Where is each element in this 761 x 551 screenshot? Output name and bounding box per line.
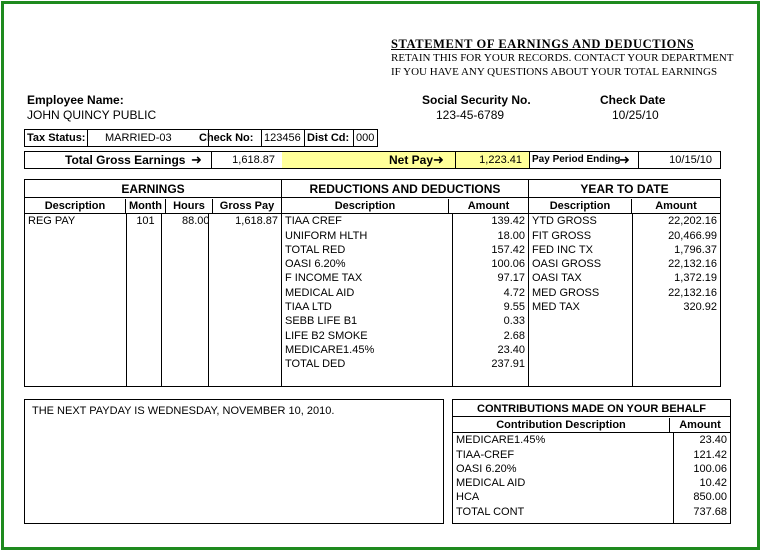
deductions-grid	[282, 199, 528, 372]
col-description: Description	[282, 199, 449, 214]
row-amount: 0.33	[503, 315, 525, 328]
col-amount: Amount	[670, 418, 731, 433]
col-description: Description	[529, 199, 632, 214]
table-row	[529, 257, 720, 271]
check-no-label: Check No:	[199, 132, 254, 144]
row-amount: 22,132.16	[668, 258, 717, 271]
earnings-title: EARNINGS	[121, 182, 185, 196]
row-amount: 23.40	[497, 343, 525, 356]
row-amount: 1,796.37	[674, 243, 717, 256]
row-description: MEDICAL AID	[456, 477, 526, 490]
tax-status-value: MARRIED-03	[105, 132, 172, 144]
row-amount: 237.91	[491, 358, 525, 371]
table-row	[282, 314, 528, 328]
row-amount: 9.55	[503, 301, 525, 314]
earning-month: 101	[136, 215, 155, 228]
row-amount: 97.17	[497, 272, 525, 285]
table-row	[453, 462, 730, 476]
row-description: YTD GROSS	[532, 215, 597, 228]
contributions-box	[452, 399, 731, 524]
col-gross-pay: Gross Pay	[212, 199, 281, 214]
row-amount: 23.40	[699, 434, 727, 447]
row-amount: 139.42	[491, 215, 525, 228]
tax-status-row	[24, 129, 378, 147]
row-amount: 737.68	[693, 505, 727, 518]
table-row	[282, 329, 528, 343]
ssn-value: 123-45-6789	[436, 108, 505, 122]
row-description: MEDICARE1.45%	[285, 343, 375, 356]
deductions-title: REDUCTIONS AND DEDUCTIONS	[309, 182, 501, 196]
row-description: OASI GROSS	[532, 258, 602, 271]
row-description: FIT GROSS	[532, 229, 592, 242]
pay-period-value: 10/15/10	[669, 154, 712, 166]
row-description: TOTAL DED	[285, 358, 346, 371]
instruction-line-1: RETAIN THIS FOR YOUR RECORDS. CONTACT YOUR DEPARTMENT	[391, 52, 734, 64]
check-no-value: 123456	[264, 132, 301, 144]
net-pay-value: 1,223.41	[479, 154, 522, 166]
table-row	[529, 286, 720, 300]
gross-earnings-label: Total Gross Earnings	[65, 153, 186, 167]
ytd-grid	[529, 199, 720, 314]
table-row	[453, 448, 730, 462]
table-row	[529, 229, 720, 243]
row-amount: 20,466.99	[668, 229, 717, 242]
row-description: MED GROSS	[532, 286, 600, 299]
table-row	[529, 271, 720, 285]
row-description: TIAA LTD	[285, 301, 332, 314]
contributions-title: CONTRIBUTIONS MADE ON YOUR BEHALF	[477, 403, 706, 415]
table-row	[529, 214, 720, 229]
table-row	[282, 214, 528, 229]
gross-earnings-value: 1,618.87	[232, 154, 275, 166]
col-contribution-description: Contribution Description	[453, 418, 670, 433]
pay-period-label: Pay Period Ending	[532, 154, 621, 165]
table-row	[282, 229, 528, 243]
payday-message: THE NEXT PAYDAY IS WEDNESDAY, NOVEMBER 10, 2010.	[32, 405, 335, 417]
table-row	[282, 357, 528, 371]
row-amount: 320.92	[683, 301, 717, 314]
row-description: OASI TAX	[532, 272, 582, 285]
row-amount: 2.68	[503, 329, 525, 342]
instruction-line-2: IF YOU HAVE ANY QUESTIONS ABOUT YOUR TOTAL EARNINGS	[391, 66, 718, 78]
statement-title: STATEMENT OF EARNINGS AND DEDUCTIONS	[391, 37, 695, 51]
table-row	[282, 286, 528, 300]
col-amount: Amount	[632, 199, 721, 214]
earnings-grid	[25, 199, 281, 229]
earning-hours: 88.00	[181, 215, 210, 228]
row-description: TOTAL RED	[285, 243, 346, 256]
row-description: MEDICARE1.45%	[456, 434, 546, 447]
right-arrow-icon: ➜	[433, 152, 444, 167]
row-amount: 850.00	[693, 491, 727, 504]
row-description: UNIFORM HLTH	[285, 229, 368, 242]
col-hours: Hours	[165, 199, 212, 214]
row-amount: 22,132.16	[668, 286, 717, 299]
right-arrow-icon: ➜	[619, 152, 630, 167]
row-description: TIAA-CREF	[456, 448, 515, 461]
table-row	[282, 257, 528, 271]
row-amount: 1,372.19	[674, 272, 717, 285]
table-row	[282, 243, 528, 257]
table-row	[282, 343, 528, 357]
table-row	[529, 243, 720, 257]
ssn-label: Social Security No.	[422, 93, 531, 107]
row-amount: 10.42	[699, 477, 727, 490]
row-description: TIAA CREF	[285, 215, 342, 228]
table-row	[453, 476, 730, 490]
right-arrow-icon: ➜	[191, 152, 202, 167]
row-description: SEBB LIFE B1	[285, 315, 358, 328]
earning-description: REG PAY	[28, 215, 76, 228]
employee-name: JOHN QUINCY PUBLIC	[27, 108, 157, 122]
table-row	[282, 271, 528, 285]
message-box	[24, 399, 444, 524]
row-description: LIFE B2 SMOKE	[285, 329, 368, 342]
row-amount: 18.00	[497, 229, 525, 242]
row-description: TOTAL CONT	[456, 505, 525, 518]
summary-row	[24, 151, 721, 169]
earnings-deductions-table	[24, 179, 721, 387]
row-description: MEDICAL AID	[285, 286, 355, 299]
row-amount: 4.72	[503, 286, 525, 299]
row-description: HCA	[456, 491, 480, 504]
net-pay-label: Net Pay	[389, 153, 434, 167]
table-row	[25, 214, 281, 229]
table-row	[282, 300, 528, 314]
ytd-title: YEAR TO DATE	[580, 182, 669, 196]
row-description: MED TAX	[532, 301, 580, 314]
row-description: OASI 6.20%	[456, 462, 517, 475]
tax-status-label: Tax Status:	[27, 132, 86, 144]
table-row	[453, 490, 730, 504]
row-amount: 100.06	[693, 462, 727, 475]
dist-cd-label: Dist Cd:	[307, 132, 350, 144]
table-row	[529, 300, 720, 314]
row-description: F INCOME TAX	[285, 272, 363, 285]
dist-cd-value: 000	[356, 132, 375, 144]
row-amount: 121.42	[693, 448, 727, 461]
contributions-grid	[453, 418, 730, 519]
col-amount: Amount	[449, 199, 529, 214]
row-amount: 22,202.16	[668, 215, 717, 228]
employee-name-label: Employee Name:	[27, 93, 124, 107]
table-row	[453, 505, 730, 519]
check-date-value: 10/25/10	[612, 108, 659, 122]
row-description: OASI 6.20%	[285, 258, 346, 271]
col-description: Description	[25, 199, 126, 214]
col-month: Month	[126, 199, 166, 214]
table-row	[453, 433, 730, 448]
row-amount: 157.42	[491, 243, 525, 256]
check-date-label: Check Date	[600, 93, 666, 107]
earning-gross: 1,618.87	[235, 215, 278, 228]
row-description: FED INC TX	[532, 243, 593, 256]
row-amount: 100.06	[491, 258, 525, 271]
